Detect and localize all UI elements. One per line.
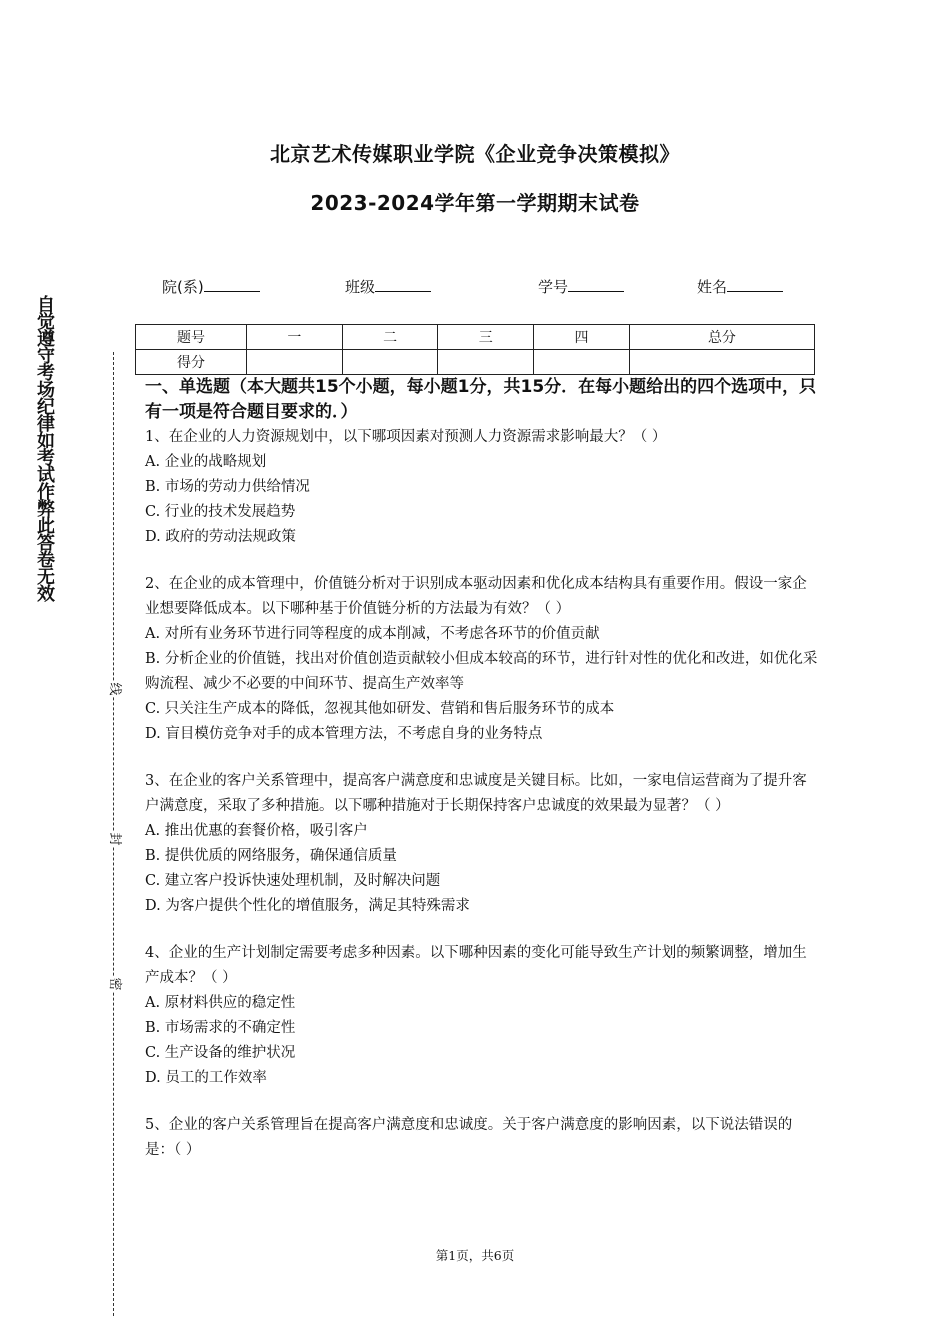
option-b: B. 市场的劳动力供给情况 (145, 479, 310, 495)
option-a: A. 原材料供应的稳定性 (145, 995, 296, 1011)
seal-char-mi: 密 (107, 977, 122, 991)
score-input-cell[interactable] (438, 350, 534, 375)
seal-char-xian: 线 (107, 682, 122, 696)
option-c: C. 生产设备的维护状况 (145, 1045, 296, 1061)
class-label: 班级 (345, 278, 376, 296)
department-blank[interactable] (204, 277, 260, 292)
name-field[interactable] (697, 276, 783, 297)
score-cell: 四 (534, 325, 630, 350)
option-d: D. 盲目模仿竞争对手的成本管理方法，不考虑自身的业务特点 (145, 726, 543, 742)
exam-content (145, 375, 820, 1163)
score-cell: 题号 (136, 325, 247, 350)
question-text: 4、企业的生产计划制定需要考虑多种因素。以下哪种因素的变化可能导致生产计划的频繁调整，增加生产成本？（ ） (145, 945, 807, 986)
option-a: A. 企业的战略规划 (145, 454, 267, 470)
class-blank[interactable] (375, 277, 431, 292)
option-b: B. 分析企业的价值链，找出对价值创造贡献较小但成本较高的环节，进行针对性的优化和改进，如优化采购流程、减少不必要的中间环节、提高生产效率等 (145, 651, 818, 692)
page-footer: 第1页，共6页 (435, 1248, 515, 1263)
option-d: D. 政府的劳动法规政策 (145, 529, 296, 545)
question-text: 3、在企业的客户关系管理中，提高客户满意度和忠诚度是关键目标。比如，一家电信运营商为了提升客户满意度，采取了多种措施。以下哪种措施对于长期保持客户忠诚度的效果最为显著？（ ） (145, 773, 807, 814)
question-1 (145, 425, 820, 550)
question-text: 5、企业的客户关系管理旨在提高客户满意度和忠诚度。关于客户满意度的影响因素，以下说法错误的是：（ ） (145, 1117, 793, 1158)
option-b: B. 提供优质的网络服务，确保通信质量 (145, 848, 397, 864)
option-c: C. 只关注生产成本的降低，忽视其他如研发、营销和售后服务环节的成本 (145, 701, 615, 717)
student-id-label: 学号 (538, 278, 569, 296)
score-input-cell[interactable] (629, 350, 814, 375)
option-a: A. 推出优惠的套餐价格，吸引客户 (145, 823, 368, 839)
option-d: D. 员工的工作效率 (145, 1070, 267, 1086)
option-c: C. 建立客户投诉快速处理机制，及时解决问题 (145, 873, 441, 889)
score-cell: 二 (342, 325, 438, 350)
exam-discipline-notice: 自觉遵守考场纪律如考试作弊此答卷无效 (34, 295, 55, 601)
score-cell: 总分 (629, 325, 814, 350)
question-5 (145, 1113, 820, 1163)
seal-char-feng: 封 (107, 832, 122, 846)
score-cell: 三 (438, 325, 534, 350)
score-input-cell[interactable] (247, 350, 343, 375)
option-a: A. 对所有业务环节进行同等程度的成本削减，不考虑各环节的价值贡献 (145, 626, 600, 642)
score-table (135, 324, 815, 375)
score-row-label: 得分 (136, 350, 247, 375)
student-info-row (0, 276, 950, 300)
name-label: 姓名 (697, 278, 728, 296)
question-4 (145, 941, 820, 1091)
score-input-cell[interactable] (342, 350, 438, 375)
score-table-score-row (136, 350, 815, 375)
score-cell: 一 (247, 325, 343, 350)
question-text: 1、在企业的人力资源规划中，以下哪项因素对预测人力资源需求影响最大？（ ） (145, 429, 667, 445)
exam-title-line2: 2023-2024学年第一学期期末试卷 (310, 191, 640, 215)
question-3 (145, 769, 820, 919)
department-field[interactable] (162, 276, 260, 297)
score-input-cell[interactable] (534, 350, 630, 375)
department-label: 院(系) (162, 278, 204, 296)
score-table-header-row (136, 325, 815, 350)
student-id-blank[interactable] (568, 277, 624, 292)
question-text: 2、在企业的成本管理中，价值链分析对于识别成本驱动因素和优化成本结构具有重要作用。假设一家企业想要降低成本。以下哪种基于价值链分析的方法最为有效？（ ） (145, 576, 807, 617)
option-d: D. 为客户提供个性化的增值服务，满足其特殊需求 (145, 898, 470, 914)
student-id-field[interactable] (538, 276, 624, 297)
name-blank[interactable] (727, 277, 783, 292)
option-c: C. 行业的技术发展趋势 (145, 504, 296, 520)
option-b: B. 市场需求的不确定性 (145, 1020, 296, 1036)
class-field[interactable] (345, 276, 431, 297)
section-heading: 一、单选题（本大题共15个小题，每小题1分，共15分．在每小题给出的四个选项中，只有一项是符合题目要求的．） (145, 377, 817, 422)
question-2 (145, 572, 820, 747)
exam-title-line1: 北京艺术传媒职业学院《企业竞争决策模拟》 (270, 142, 680, 166)
